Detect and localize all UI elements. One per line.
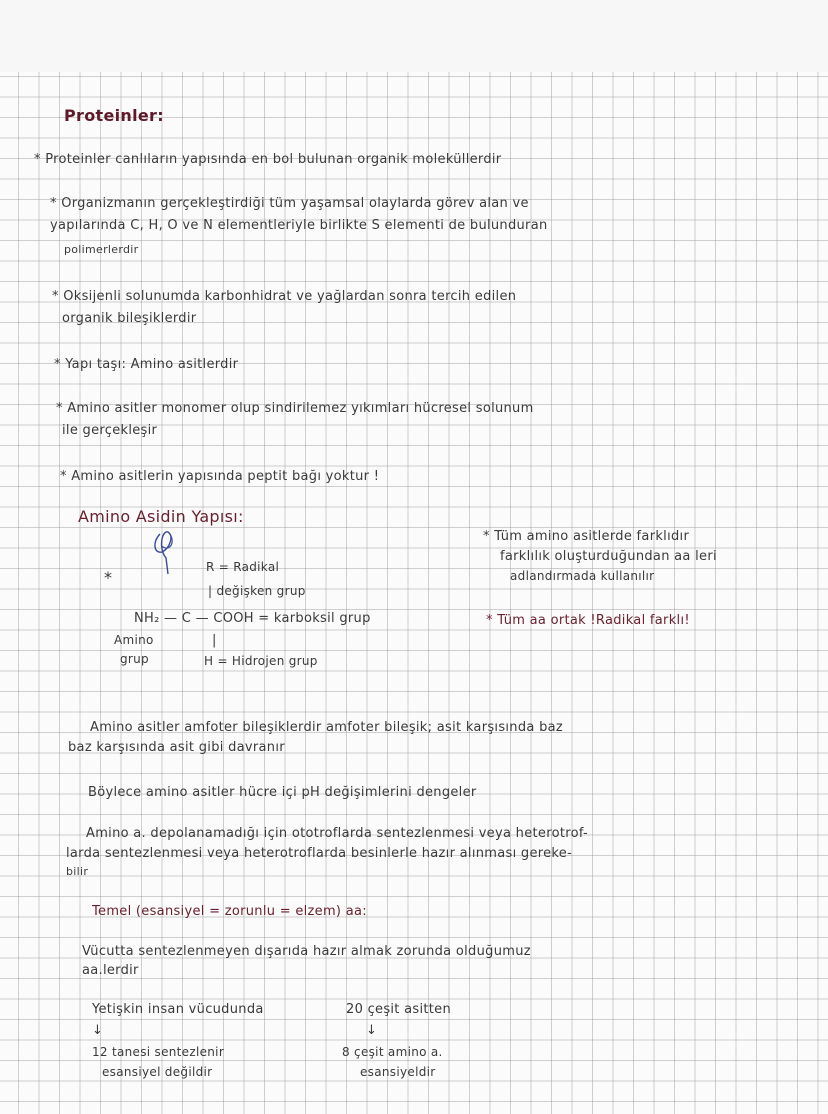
- page-title: Proteinler:: [64, 106, 164, 125]
- paragraph-line: Böylece amino asitler hücre içi pH değişimlerini dengeler: [88, 785, 477, 800]
- bond-line: |: [212, 633, 217, 648]
- note-line: * Oksijenli solunumda karbonhidrat ve yağlardan sonra tercih edilen: [52, 289, 517, 304]
- note-line: * Yapı taşı: Amino asitlerdir: [54, 357, 239, 372]
- note-line: organik bileşiklerdir: [62, 311, 197, 326]
- side-note: * Tüm amino asitlerde farklıdır: [483, 529, 690, 544]
- note-line: * Amino asitler monomer olup sindirilemez yıkımları hücresel solunum: [56, 401, 534, 416]
- r-sub-label: | değişken grup: [208, 584, 306, 598]
- arrow-down-icon: ↓: [92, 1023, 104, 1038]
- paragraph-line: bilir: [66, 865, 89, 878]
- h-label: H = Hidrojen grup: [204, 654, 318, 668]
- scribble-mark: [148, 528, 188, 578]
- note-line: * Proteinler canlıların yapısında en bol bulunan organik moleküllerdir: [34, 152, 502, 167]
- note-line: ile gerçekleşir: [62, 423, 158, 438]
- formula-main: NH₂ — C — COOH = karboksil grup: [134, 611, 371, 626]
- paragraph-line: larda sentezlenmesi veya heterotroflarda besinlerle hazır alınması gereke-: [66, 846, 573, 861]
- note-line: * Organizmanın gerçekleştirdiği tüm yaşamsal olaylarda görev alan ve: [50, 196, 529, 211]
- essential-heading: Temel (esansiyel = zorunlu = elzem) aa:: [92, 904, 367, 919]
- section-heading: Amino Asidin Yapısı:: [78, 507, 244, 526]
- essential-definition: Vücutta sentezlenmeyen dışarıda hazır almak zorunda olduğumuz: [82, 944, 531, 959]
- adult-line: Yetişkin insan vücudunda: [92, 1002, 264, 1017]
- r-label: R = Radikal: [206, 560, 280, 574]
- paragraph-line: Amino a. depolanamadığı için ototroflarda sentezlenmesi veya heterotrof-: [86, 826, 588, 841]
- side-note: adlandırmada kullanılır: [510, 569, 655, 583]
- non-essential-label: esansiyel değildir: [102, 1065, 213, 1079]
- note-line: * Amino asitlerin yapısında peptit bağı yoktur !: [60, 469, 380, 484]
- note-line: polimerlerdir: [64, 243, 139, 256]
- non-essential-count: 12 tanesi sentezlenir: [92, 1045, 225, 1059]
- common-note: * Tüm aa ortak !Radikal farklı!: [486, 613, 690, 628]
- note-line: yapılarında C, H, O ve N elementleriyle birlikte S elementi de bulunduran: [50, 218, 548, 233]
- star-mark: *: [104, 568, 113, 587]
- grup-label: grup: [120, 652, 149, 666]
- essential-definition: aa.lerdir: [82, 963, 139, 978]
- side-note: farklılık oluşturduğundan aa leri: [500, 549, 717, 564]
- types-line: 20 çeşit asitten: [346, 1002, 452, 1017]
- arrow-down-icon: ↓: [366, 1023, 378, 1038]
- essential-count: 8 çeşit amino a.: [342, 1045, 443, 1059]
- paragraph-line: baz karşısında asit gibi davranır: [68, 740, 285, 755]
- amino-label: Amino: [114, 633, 154, 647]
- essential-label: esansiyeldir: [360, 1065, 436, 1079]
- paragraph-line: Amino asitler amfoter bileşiklerdir amfoter bileşik; asit karşısında baz: [90, 720, 564, 735]
